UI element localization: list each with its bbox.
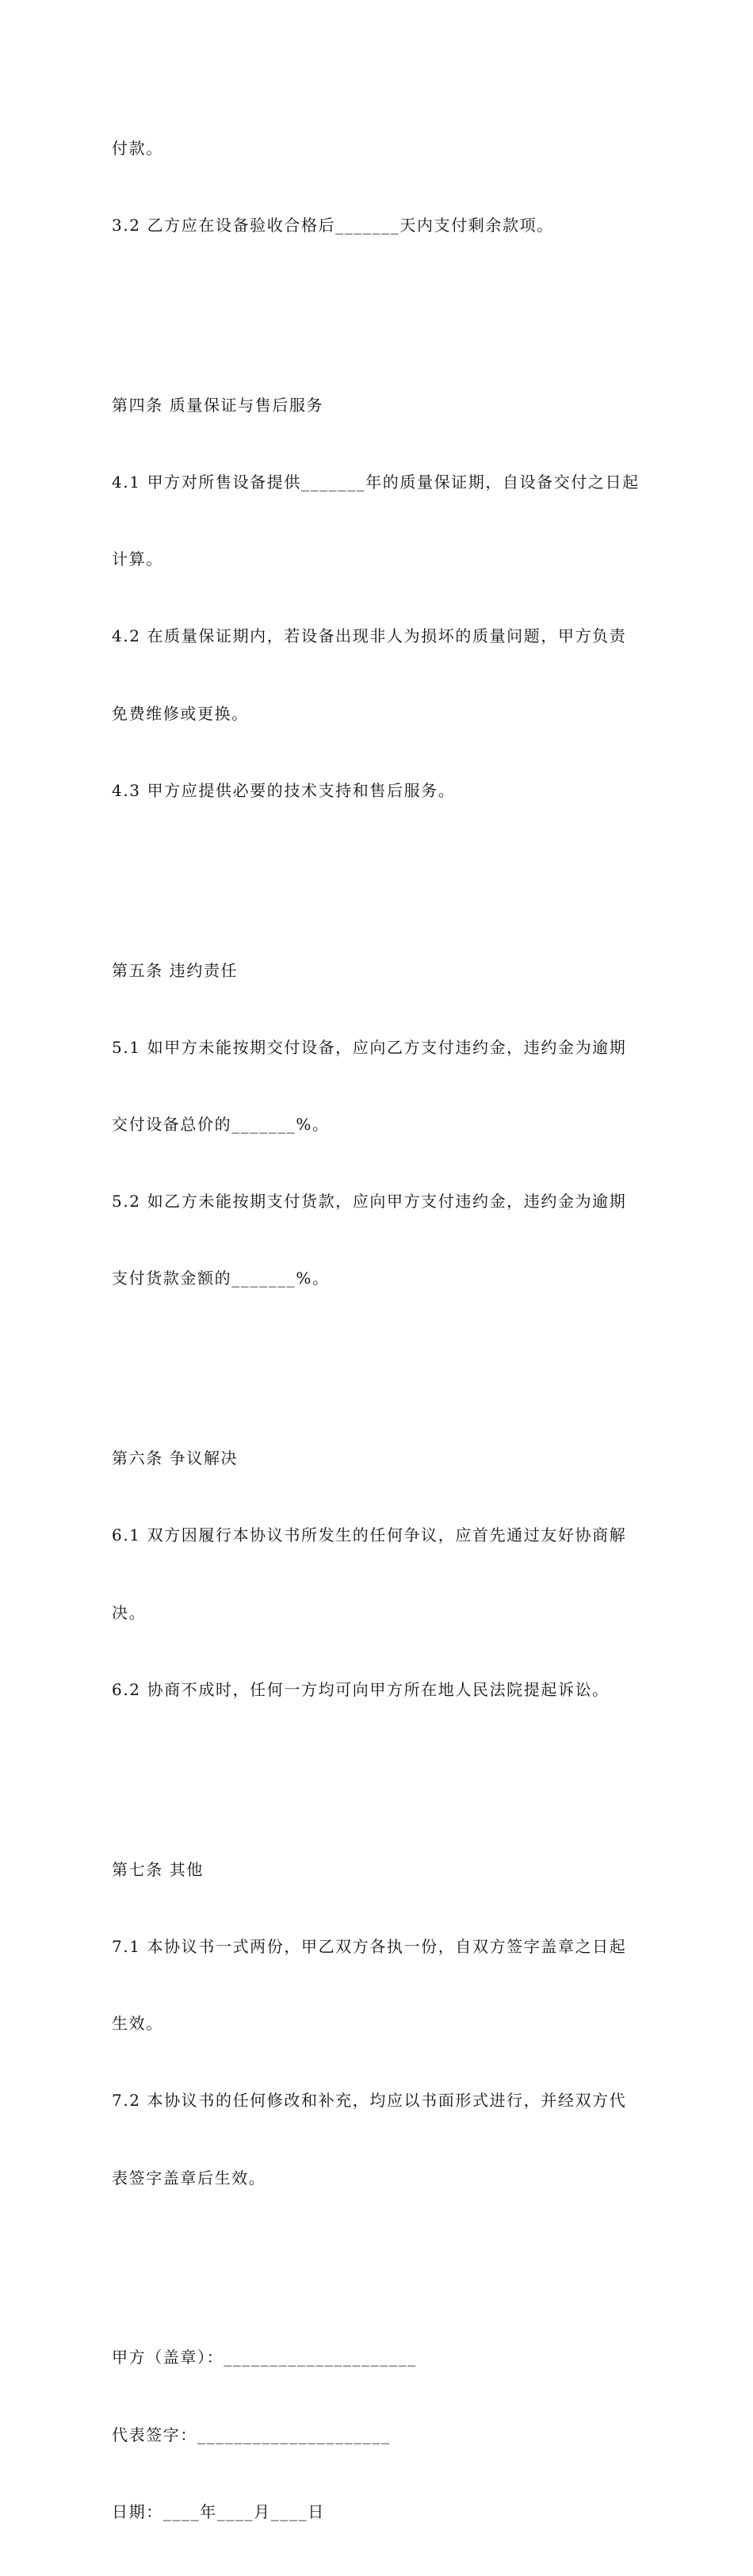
clause-7-1-line-2: 生效。 [112, 2014, 163, 2034]
text-line-1: 付款。 [112, 138, 163, 158]
clause-4-3: 4.3 甲方应提供必要的技术支持和售后服务。 [112, 780, 456, 800]
section-title-6: 第六条 争议解决 [112, 1449, 239, 1468]
document-body [112, 84, 643, 2576]
clause-5-1-line-2: 交付设备总价的_______%。 [112, 1115, 330, 1135]
clause-6-2: 6.2 协商不成时，任何一方均可向甲方所在地人民法院提起诉讼。 [112, 1679, 610, 1699]
paragraph-gap [112, 855, 643, 880]
section-title-4: 第四条 质量保证与售后服务 [112, 395, 324, 415]
party-a-seal-line: 甲方（盖章）：_____________________ [112, 2348, 417, 2367]
clause-4-1-line-2: 计算。 [112, 549, 163, 569]
clause-6-1-line-1: 6.1 双方因履行本协议书所发生的任何争议，应首先通过友好协商解 [112, 1525, 627, 1545]
paragraph-gap [112, 1754, 643, 1779]
paragraph-gap [112, 289, 643, 315]
clause-6-1-line-2: 决。 [112, 1602, 147, 1622]
clause-7-2-line-2: 表签字盖章后生效。 [112, 2168, 266, 2187]
clause-7-1-line-1: 7.1 本协议书一式两份，甲乙双方各执一份，自双方签字盖章之日起 [112, 1936, 627, 1956]
paragraph-gap [112, 1343, 643, 1368]
clause-5-1-line-1: 5.1 如甲方未能按期交付设备，应向乙方支付违约金，违约金为逾期 [112, 1037, 627, 1057]
section-title-7: 第七条 其他 [112, 1859, 204, 1879]
paragraph-gap [112, 2242, 643, 2268]
representative-signature-line: 代表签字：_____________________ [112, 2425, 391, 2444]
clause-7-2-line-1: 7.2 本协议书的任何修改和补充，均应以书面形式进行，并经双方代 [112, 2091, 627, 2111]
clause-4-2-line-2: 免费维修或更换。 [112, 703, 249, 723]
clause-4-2-line-1: 4.2 在质量保证期内，若设备出现非人为损坏的质量问题，甲方负责 [112, 626, 627, 646]
date-line: 日期：____年____月____日 [112, 2501, 325, 2521]
clause-3-2: 3.2 乙方应在设备验收合格后_______天内支付剩余款项。 [112, 216, 554, 235]
clause-5-2-line-1: 5.2 如乙方未能按期支付货款，应向甲方支付违约金，违约金为逾期 [112, 1192, 627, 1211]
section-title-5: 第五条 违约责任 [112, 960, 239, 980]
clause-4-1-line-1: 4.1 甲方对所售设备提供_______年的质量保证期，自设备交付之日起 [112, 473, 640, 492]
clause-5-2-line-2: 支付货款金额的_______%。 [112, 1269, 330, 1288]
